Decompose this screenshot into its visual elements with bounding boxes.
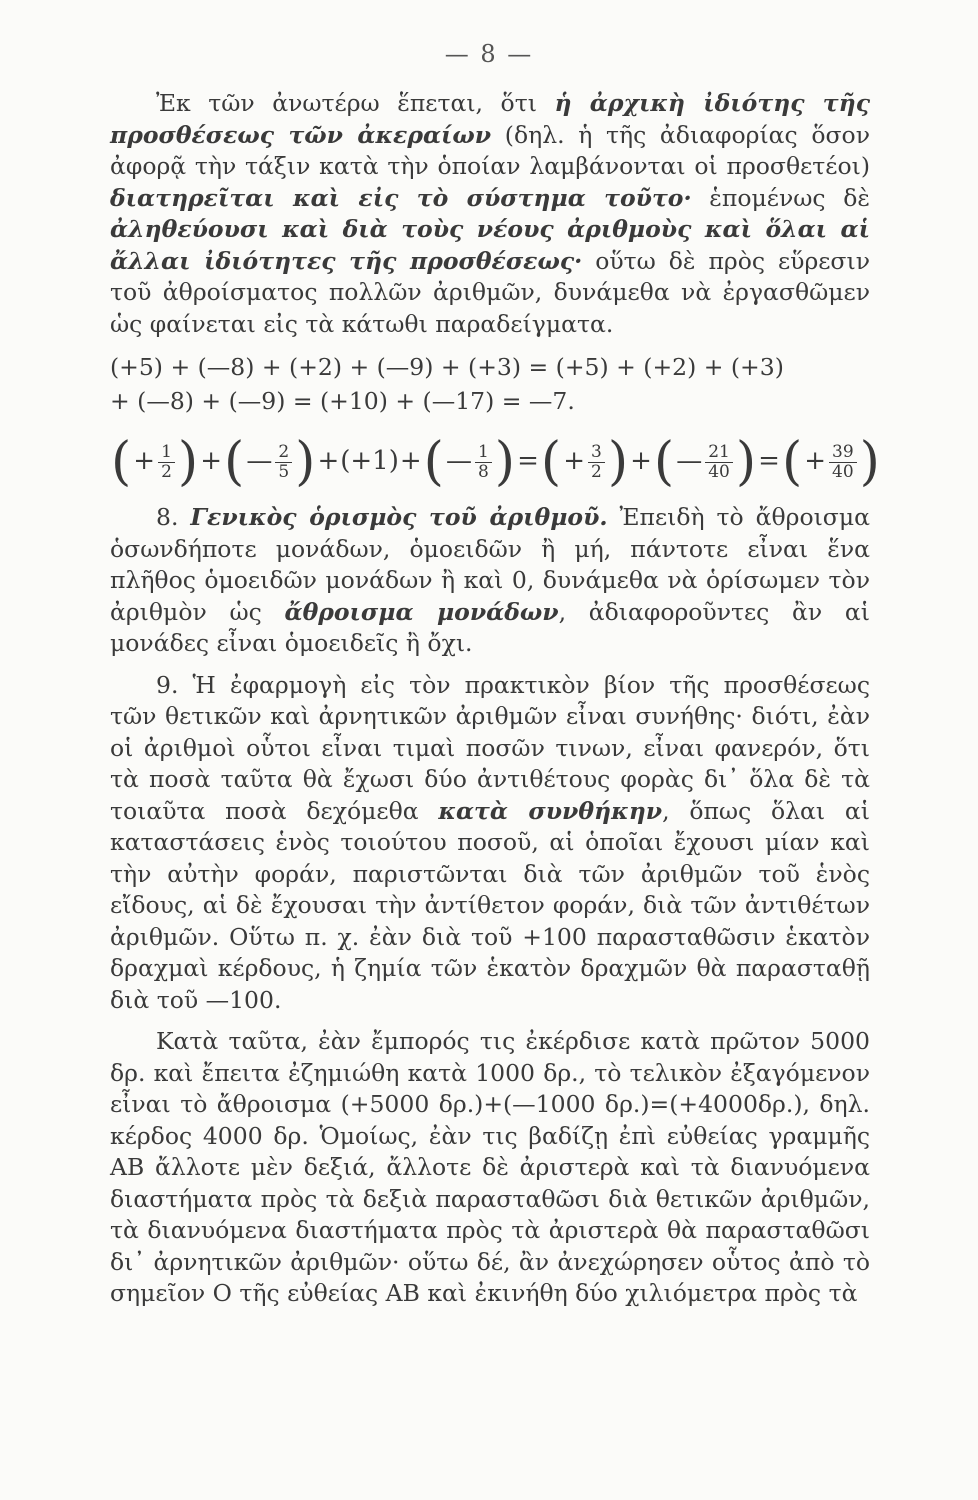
integer-sum-example [110,350,870,418]
fraction [275,443,292,482]
page-body [110,88,880,1310]
denominator: 2 [590,461,602,482]
equation-line-2: + (—8) + (—9) = (+10) + (—17) = —7. [110,387,575,415]
text-run: Ἐπειδὴ τὸ ἄθροισμα ὁσωνδήποτε μονάδων, ὁμοειδῶν ἢ μή, πάντοτε εἶναι ἕνα πλῆθος ὁμοειδῶν μονάδων ἢ καὶ 0, δυνάμεθα νὰ ὁρίσωμεν τὸν ἀριθμὸν ὡς [110,503,870,626]
open-paren: ( [540,432,562,492]
plus-operator: + [317,446,340,477]
section-8-definition [110,502,870,660]
sign: — [676,446,703,477]
section-9-application [110,670,870,1017]
close-paren: ) [295,432,316,492]
denominator: 40 [832,461,854,482]
denominator: 5 [278,461,290,482]
text-run: οὕτω δὲ πρὸς εὕρεσιν τοῦ ἀθροίσματος πολλῶν ἀριθμῶν, δυνάμεθα νὰ ἐργασθῶμεν ὡς φαίνεται εἰς τὰ κάτωθι παραδείγματα. [110,246,870,338]
paragraph-addition-properties [110,88,870,340]
fraction [705,443,733,482]
numerator: 39 [829,443,857,463]
sign: — [246,446,273,477]
paragraph-merchant-example: Κατὰ ταῦτα, ἐὰν ἔμπορός τις ἐκέρδισε κατὰ πρῶτον 5000 δρ. καὶ ἔπειτα ἐζημιώθη κατὰ 1000 δρ., τὸ τελικὸν ἐξαγόμενον εἶναι τὸ ἄθροισμα (+5000 δρ.)+(—1000 δρ.)=(+4000δρ.), δηλ. κέρδος 4000 δρ. Ὁμοίως, ἐὰν τις βαδίζῃ ἐπὶ εὐθείας γραμμῆς ΑΒ ἄλλοτε μὲν δεξιά, ἄλλοτε δὲ ἀριστερὰ καὶ τὰ διανυόμενα διαστήματα πρὸς τὰ δεξιὰ παρασταθῶσι διὰ θετικῶν ἀριθμῶν, τὰ διανυόμενα διαστήματα πρὸς τὰ ἀριστερὰ θὰ παρασταθῶσι δι᾿ ἀρνητικῶν ἀριθμῶν· οὕτω δέ, ἂν ἀνεχώρησεν οὗτος ἀπὸ τὸ σημεῖον Ο τῆς εὐθείας ΑΒ καὶ ἐκινήθη δύο χιλιόμετρα πρὸς τὰ [110,1027,870,1307]
numerator: 2 [275,443,292,463]
sign: + [804,446,827,477]
close-paren: ) [607,432,629,492]
fraction [588,443,605,482]
sign: — [445,446,472,477]
text-run: , ὅπως ὅλαι αἱ καταστάσεις ἑνὸς τοιούτου ποσοῦ, αἱ ὁποῖαι ἔχουσι μίαν καὶ τὴν αὐτὴν φοράν, παριστῶνται διὰ τῶν ἀριθμῶν τοῦ ἑνὸς εἴδους, αἱ δὲ ἔχουσαι τὴν ἀντίθετον φοράν, διὰ τῶν ἀντιθέτων ἀριθμῶν. Οὕτω π. χ. ἐὰν διὰ τοῦ +100 παρασταθῶσιν ἑκατὸν δραχμαὶ κέρδους, ἡ ζημία τῶν ἑκατὸν δραχμῶν θὰ παρασταθῇ διὰ τοῦ —100. [110,796,870,1014]
section-title: Γενικὸς ὁρισμὸς τοῦ ἀριθμοῦ. [190,503,608,531]
fraction [829,443,857,482]
emphasis-run: κατὰ συνθήκην [438,796,663,825]
page-number: — 8 — [444,40,534,68]
numerator: 1 [475,443,492,463]
text-run: Ἐκ τῶν ἀνωτέρω ἕπεται, ὅτι [156,89,555,117]
equation-line-1: (+5) + (—8) + (+2) + (—9) + (+3) = (+5) + (+2) + (+3) [110,353,784,381]
open-paren: ( [653,432,675,492]
emphasis-run: ἀληθεύουσι καὶ διὰ τοὺς νέους ἀριθμοὺς καὶ ὅλαι αἱ ἄλλαι ἰδιότητες τῆς προσθέσεως· [110,215,870,275]
paren-open-small: ( [340,446,351,477]
text-run: , ἀδιαφοροῦντες ἂν αἱ μονάδες εἶναι ὁμοειδεῖς ἢ ὄχι. [110,597,870,657]
open-paren: ( [111,432,132,492]
equals-operator: = [758,446,780,477]
fraction [475,443,492,482]
text-run: (δηλ. ἡ τῆς ἀδιαφορίας ὅσον ἀφορᾷ τὴν τάξιν κατὰ τὴν ὁποίαν λαμβάνονται οἱ προσθετέοι) [110,120,870,180]
emphasis-run: ἄθροισμα μονάδων [284,597,559,626]
spacer [110,660,870,670]
paren-close-small: ) [388,446,399,477]
close-paren: ) [859,432,880,492]
plus-operator: + [200,446,223,477]
close-paren: ) [735,432,757,492]
numerator: 1 [158,443,175,463]
open-paren: ( [781,432,803,492]
fraction [158,443,175,482]
denominator: 2 [161,461,172,482]
plus-operator: + [630,446,652,477]
numerator: 21 [705,443,733,463]
numerator: 3 [588,443,605,463]
fraction-sum-example [110,424,880,500]
emphasis-run: ἡ ἀρχικὴ ἰδιότης τῆς προσθέσεως τῶν ἀκεραίων [110,89,871,149]
integer-term: +1 [350,446,389,477]
plus-operator: + [399,446,422,477]
denominator: 8 [477,461,489,482]
equals-operator: = [517,446,539,477]
emphasis-run: διατηρεῖται καὶ εἰς τὸ σύστημα τοῦτο· [110,183,692,212]
section-number: 8. [156,503,191,531]
close-paren: ) [494,432,516,492]
denominator: 40 [708,461,730,482]
sign: + [563,446,585,477]
close-paren: ) [177,432,199,492]
text-run: ἑπομένως δὲ [691,183,870,212]
open-paren: ( [423,432,444,492]
open-paren: ( [224,432,245,492]
spacer [110,1016,870,1026]
text-run: 9. Ἡ ἐφαρμογὴ εἰς τὸν πρακτικὸν βίον τῆς προσθέσεως τῶν θετικῶν καὶ ἀρνητικῶν ἀριθμῶν εἶναι συνήθης· διότι, ἐὰν οἱ ἀριθμοὶ οὗτοι εἶναι τιμαὶ ποσῶν τινων, εἶναι φανερόν, ὅτι τὰ ποσὰ ταῦτα θὰ ἔχωσι δύο ἀντιθέτους φορὰς δι᾿ ὅλα δὲ τὰ τοιαῦτα ποσὰ δεχόμεθα [110,670,870,825]
sign: + [133,446,156,477]
